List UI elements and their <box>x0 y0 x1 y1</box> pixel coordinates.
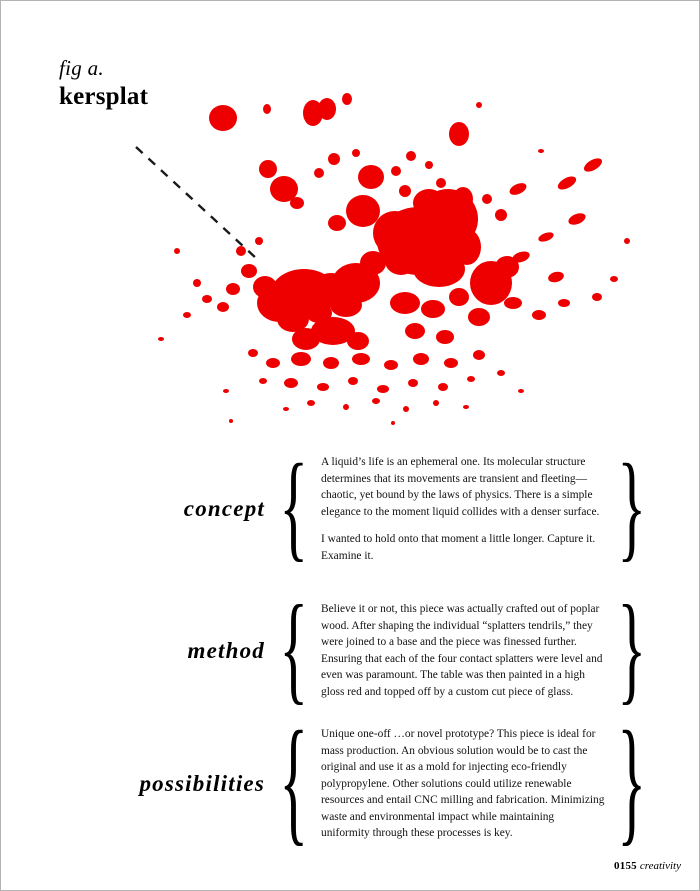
section-possibilities: possibilities { Unique one-off …or novel prototype? This piece is ideal for mass production. An obvious solution would be to cast the original and use it as a mold for injecting eco-friendly polypropylene. Other solutions could utilize renewable resources and entail CNC milling and fabrication. Minimizing waste and environmental impact while maintaining uniformity through these processes is key. } <box>41 726 641 842</box>
red-paint-splatter-artwork <box>1 91 700 431</box>
section-label-method: method <box>187 637 265 663</box>
paragraph: Believe it or not, this piece was actually crafted out of poplar wood. After shaping the individual “splatters tendrils,” they were joined to a base and the piece was finessed further. Ensuring that each of the four contact splatters were level and even was paramount. The table was then painted in a high gloss red and topped off by a custom cut piece of glass. <box>321 603 603 698</box>
section-body-concept <box>303 454 619 564</box>
figure-title: kersplat <box>59 83 149 111</box>
page-footer <box>614 860 681 872</box>
section-body-method <box>303 601 619 700</box>
leader-line <box>136 147 257 259</box>
figure-label: fig a. <box>59 56 104 80</box>
section-concept: concept { A liquid’s life is an ephemeral one. Its molecular structure determines that its movements are transient and fleeting—chaotic, yet bound by the laws of physics. There is a simple elegance to the moment liquid collides with a denser surface. I wanted to hold onto that moment a little longer. Capture it. Examine it. } <box>41 454 641 564</box>
section-method: method { Believe it or not, this piece was actually crafted out of poplar wood. After shaping the individual “splatters tendrils,” they were joined to a base and the piece was finessed further. Ensuring that each of the four contact splatters were level and even was paramount. The table was then painted in a high gloss red and topped off by a custom cut piece of glass. } <box>41 601 641 700</box>
section-body-possibilities <box>303 726 619 842</box>
page-number: 0155 <box>614 860 637 872</box>
section-label-possibilities: possibilities <box>139 770 265 796</box>
section-label-concept: concept <box>183 496 265 522</box>
splatter-shapes <box>158 93 630 425</box>
paragraph: I wanted to hold onto that moment a little longer. Capture it. Examine it. <box>321 533 596 562</box>
footer-category: creativity <box>639 860 681 872</box>
paragraph: A liquid’s life is an ephemeral one. Its molecular structure determines that its movements are transient and fleeting—chaotic, yet bound by the laws of physics. There is a simple elegance to the moment liquid collides with a denser surface. <box>321 456 600 518</box>
paragraph: Unique one-off …or novel prototype? This piece is ideal for mass production. An obvious solution would be to cast the original and use it as a mold for injecting eco-friendly polypropylene. Other solutions could utilize renewable resources and entail CNC milling and fabrication. Minimizing waste and environmental impact while maintaining uniformity through these processes is key. <box>321 728 605 840</box>
